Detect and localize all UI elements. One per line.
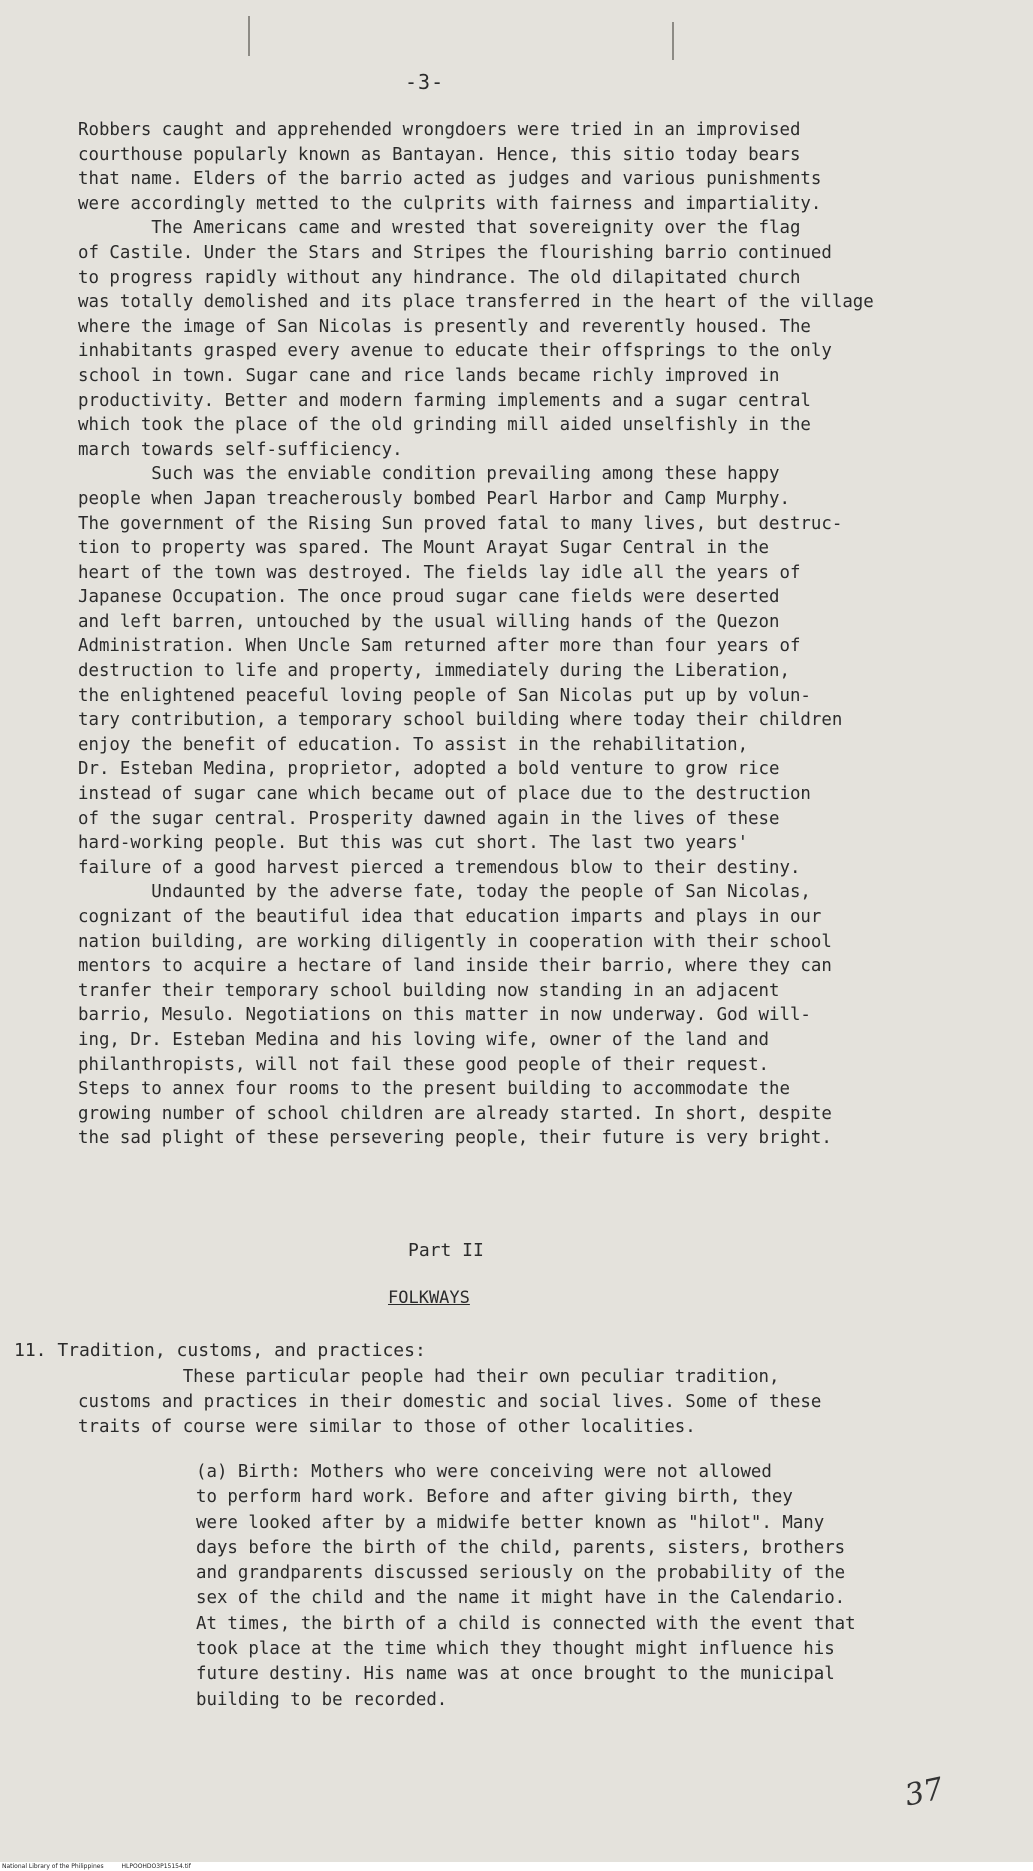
handwritten-page-number: 37 [901,1771,947,1814]
section-heading: FOLKWAYS [388,1288,470,1308]
intro-paragraph: These particular people had their own peculiar tradition, customs and practices in their domestic and social lives. Some of these traits of course were similar to those of other localities. [78,1367,822,1437]
part-heading: Part II [408,1240,484,1261]
footer-library-label: National Library of the Philippines [2,1863,104,1870]
item-heading: 11. Tradition, customs, and practices: [14,1340,426,1361]
body-paragraphs: Robbers caught and apprehended wrongdoers were tried in an improvised courthouse popularly known as Bantayan. Hence, this sitio today bears that name. Elders of the barrio acted as judges and various punishments were accordingly metted to the culprits with fairness and impartiality. The Americans came and wrested that sovereignity over the flag of Castile. Under the Stars and Stripes the flourishing barrio continued to progress rapidly without any hindrance. The old dilapitated church was totally demolished and its place transferred in the heart of the village where the image of San Nicolas is presently and reverently housed. The inhabitants grasped every avenue to educate their offsprings to the only school in town. Sugar cane and rice lands became richly improved in productivity. Better and modern farming implements and a sugar central which took the place of the old grinding mill aided unselfishly in the march towards self-sufficiency. Such was the enviable condition prevailing among these happy people when Japan treacherously bombed Pearl Harbor and Camp Murphy. The government of the Rising Sun proved fatal to many lives, but destruc- tion to property was spared. The Mount Arayat Sugar Central in the heart of the town was destroyed. The fields lay idle all the years of Japanese Occupation. The once proud sugar cane fields were deserted and left barren, untouched by the usual willing hands of the Quezon Administration. When Uncle Sam returned after more than four years of destruction to life and property, immediately during the Liberation, the enlightened peaceful loving people of San Nicolas put up by volun- tary contribution, a temporary school building where today their children enjoy the benefit of education. To assist in the rehabilitation, Dr. Esteban Medina, proprietor, adopted a bold venture to grow rice instead of sugar cane which became out of place due to the destruction of the sugar central. Prosperity dawned again in the lives of these hard-working people. But this was cut short. The last two years' failure of a good harvest pierced a tremendous blow to their destiny. Undaunted by the adverse fate, today the people of San Nicolas, cognizant of the beautiful idea that education imparts and plays in our nation building, are working diligently in cooperation with their school mentors to acquire a hectare of land inside their barrio, where they can tranfer their temporary school building now standing in an adjacent barrio, Mesulo. Negotiations on this matter in now underway. God will- ing, Dr. Esteban Medina and his loving wife, owner of the land and philanthropists, will not fail these good people of their request. Steps to annex four rooms to the present building to accommodate the growing number of school children are already started. In short, despite the sad plight of these persevering people, their future is very bright. [78,120,874,1149]
scan-mark-top [248,16,250,56]
footer-file-id: HLPOOHDO3P15154.tif [121,1863,191,1870]
scan-footer [0,1862,1033,1871]
page-number: -3- [405,70,445,94]
birth-paragraph: (a) Birth: Mothers who were conceiving were not allowed to perform hard work. Before and after giving birth, they were looked after by a midwife better known as "hilot". Many days before the birth of the child, parents, sisters, brothers and grandparents discussed seriously on the probability of the sex of the child and the name it might have in the Calendario. At times, the birth of a child is connected with the event that took place at the time which they thought might influence his future destiny. His name was at once brought to the municipal building to be recorded. [196,1462,856,1710]
scan-mark-right [672,22,674,60]
